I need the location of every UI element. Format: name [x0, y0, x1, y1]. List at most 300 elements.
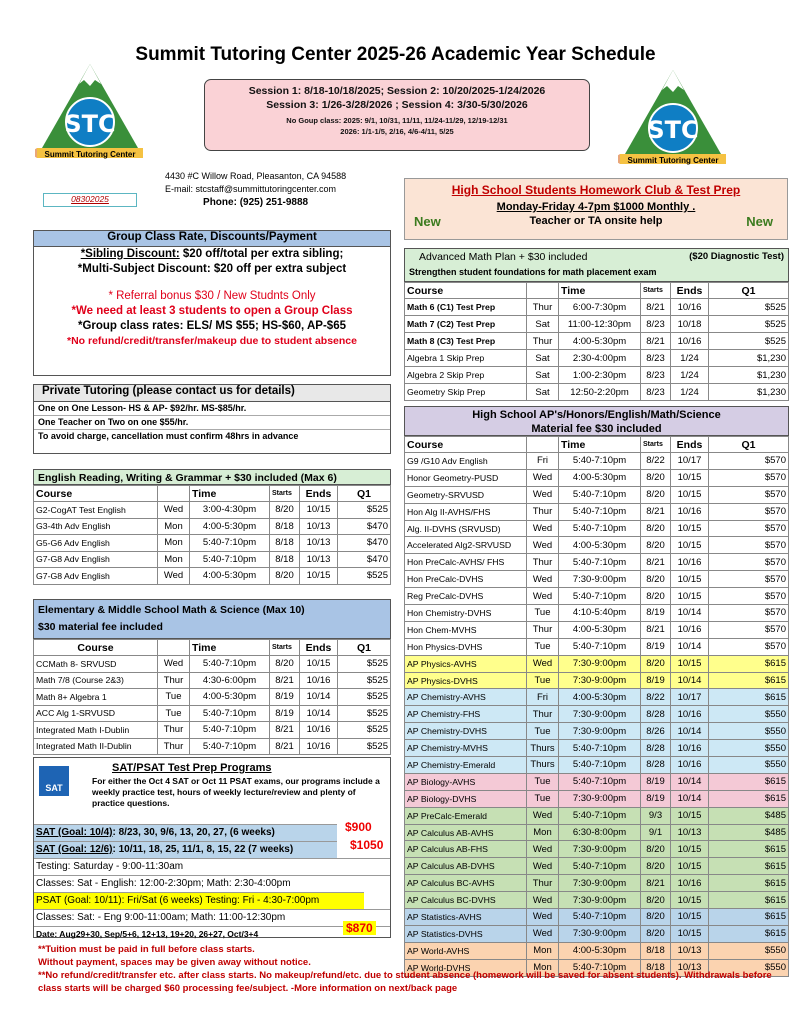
start-cell: 8/23 — [641, 350, 671, 367]
time-cell: 6:00-7:30pm — [559, 299, 641, 316]
end-cell: 10/13 — [671, 942, 709, 959]
sat-price-1: $900 — [345, 820, 372, 834]
table-row — [34, 568, 391, 585]
ems-table — [33, 639, 391, 755]
session-line-2: Session 3: 1/26-3/28/2026 ; Session 4: 3/30-5/30/2026 — [266, 99, 528, 111]
course-cell: Math 8+ Algebra 1 — [34, 689, 158, 706]
start-cell: 8/26 — [641, 723, 671, 740]
end-cell: 10/17 — [671, 453, 709, 470]
end-cell: 10/13 — [671, 959, 709, 976]
time-cell: 7:30-9:00pm — [559, 925, 641, 942]
price-cell: $615 — [709, 925, 789, 942]
table-row — [34, 502, 391, 519]
start-cell: 8/22 — [641, 453, 671, 470]
day-cell: Thur — [527, 706, 559, 723]
price-cell: $615 — [709, 672, 789, 689]
high-school-section — [404, 406, 789, 977]
price-cell: $615 — [709, 858, 789, 875]
start-cell: 8/23 — [641, 367, 671, 384]
col-q1: Q1 — [709, 283, 789, 299]
table-row — [405, 790, 789, 807]
table-row — [34, 672, 391, 689]
start-cell: 8/19 — [641, 672, 671, 689]
version-code: 08302025 — [43, 193, 137, 207]
sat-classes: Classes: Sat - English: 12:00-2:30pm; Math: 2:30-4:00pm — [34, 875, 390, 892]
price-cell: $615 — [709, 841, 789, 858]
psat-price: $870 — [343, 921, 376, 935]
table-row — [34, 722, 391, 739]
start-cell: 8/21 — [641, 875, 671, 892]
course-cell: G9 /G10 Adv English — [405, 453, 527, 470]
start-cell: 8/20 — [641, 486, 671, 503]
course-cell: ACC Alg 1-SRVUSD — [34, 705, 158, 722]
start-cell: 8/18 — [641, 942, 671, 959]
start-cell: 8/21 — [270, 738, 300, 755]
end-cell: 10/15 — [671, 520, 709, 537]
english-section — [33, 469, 391, 585]
price-cell: $525 — [338, 705, 391, 722]
course-cell: Algebra 1 Skip Prep — [405, 350, 527, 367]
course-cell: Math 6 (C1) Test Prep — [405, 299, 527, 316]
course-cell: Hon Alg II-AVHS/FHS — [405, 503, 527, 520]
price-cell: $525 — [709, 316, 789, 333]
time-cell: 5:40-7:10pm — [559, 503, 641, 520]
day-cell: Wed — [527, 486, 559, 503]
homework-club-box — [404, 178, 788, 240]
start-cell: 8/21 — [270, 672, 300, 689]
day-cell: Mon — [158, 551, 190, 568]
course-cell: Algebra 2 Skip Prep — [405, 367, 527, 384]
day-cell: Thur — [527, 333, 559, 350]
end-cell: 10/15 — [671, 909, 709, 926]
end-cell: 10/14 — [671, 672, 709, 689]
day-cell: Sat — [527, 367, 559, 384]
table-row — [405, 554, 789, 571]
time-cell: 4:00-5:30pm — [559, 537, 641, 554]
col-course: Course — [34, 486, 158, 502]
start-cell: 8/21 — [641, 503, 671, 520]
sat-psat-box — [33, 757, 391, 938]
time-cell: 3:00-4:30pm — [190, 502, 270, 519]
price-cell: $550 — [709, 757, 789, 774]
price-cell: $615 — [709, 773, 789, 790]
time-cell: 1:00-2:30pm — [559, 367, 641, 384]
price-cell: $550 — [709, 942, 789, 959]
table-row — [405, 350, 789, 367]
elem-middle-section — [33, 599, 391, 755]
table-row — [405, 706, 789, 723]
group-rates: *Group class rates: ELS/ MS $55; HS-$60, AP-$65 — [77, 320, 346, 332]
day-cell: Tue — [158, 689, 190, 706]
time-cell: 4:10-5:40pm — [559, 605, 641, 622]
day-cell: Wed — [527, 925, 559, 942]
end-cell: 10/16 — [671, 621, 709, 638]
day-cell: Wed — [527, 807, 559, 824]
day-cell: Thur — [527, 503, 559, 520]
course-cell: AP Physics-AVHS — [405, 655, 527, 672]
table-row — [405, 824, 789, 841]
day-cell: Thur — [158, 738, 190, 755]
course-cell: G3-4th Adv English — [34, 518, 158, 535]
price-cell: $570 — [709, 486, 789, 503]
price-cell: $570 — [709, 469, 789, 486]
time-cell: 5:40-7:10pm — [190, 535, 270, 552]
col-time: Time — [559, 437, 641, 453]
col-course: Course — [34, 640, 158, 656]
day-cell: Mon — [158, 535, 190, 552]
time-cell: 2:30-4:00pm — [559, 350, 641, 367]
start-cell: 8/23 — [641, 384, 671, 401]
multi-subject: *Multi-Subject Discount: $20 off per extra subject — [77, 263, 347, 275]
table-row — [405, 605, 789, 622]
table-row — [405, 384, 789, 401]
course-cell: G7-G8 Adv English — [34, 568, 158, 585]
logo-caption: Summit Tutoring Center — [627, 156, 719, 165]
price-cell: $525 — [338, 502, 391, 519]
start-cell: 8/20 — [641, 925, 671, 942]
new-badge-left: New — [414, 214, 441, 229]
sat-price-2: $1050 — [350, 838, 384, 852]
time-cell: 5:40-7:10pm — [559, 773, 641, 790]
sat-goal-1: SAT (Goal: 10/4) — [36, 827, 113, 838]
course-cell: G5-G6 Adv English — [34, 535, 158, 552]
sat-dates-1: : 8/23, 30, 9/6, 13, 20, 27, (6 weeks) — [112, 827, 275, 838]
private-line-3: To avoid charge, cancellation must confirm 48hrs in advance — [38, 431, 299, 441]
start-cell: 8/23 — [641, 316, 671, 333]
price-cell: $570 — [709, 503, 789, 520]
end-cell: 10/15 — [671, 892, 709, 909]
hs-table — [404, 436, 789, 977]
time-cell: 4:00-5:30pm — [559, 333, 641, 350]
course-cell: Geometry-SRVUSD — [405, 486, 527, 503]
start-cell: 8/20 — [641, 537, 671, 554]
ems-header-1: Elementary & Middle School Math & Science (Max 10) — [38, 604, 305, 616]
time-cell: 4:30-6:00pm — [190, 672, 270, 689]
contact-info — [165, 170, 346, 209]
end-cell: 10/14 — [671, 605, 709, 622]
private-line-2: One Teacher on Two on one $55/hr. — [34, 416, 390, 430]
homework-title: High School Students Homework Club & Test Prep — [451, 183, 741, 197]
day-cell: Thurs — [527, 740, 559, 757]
sat-icon-label: SAT — [45, 783, 63, 793]
table-row — [405, 723, 789, 740]
end-cell: 10/16 — [671, 299, 709, 316]
end-cell: 1/24 — [671, 367, 709, 384]
logo-caption: Summit Tutoring Center — [44, 150, 136, 159]
start-cell: 8/22 — [641, 689, 671, 706]
start-cell: 8/20 — [641, 892, 671, 909]
time-cell: 4:00-5:30pm — [190, 689, 270, 706]
day-cell: Tue — [527, 672, 559, 689]
private-line-1: One on One Lesson- HS & AP- $92/hr. MS-$85/hr. — [34, 402, 390, 416]
start-cell: 8/19 — [270, 689, 300, 706]
private-header: Private Tutoring (please contact us for details) — [34, 385, 390, 402]
address: 4430 #C Willow Road, Pleasanton, CA 94588 — [165, 171, 347, 181]
course-cell: AP Biology-DVHS — [405, 790, 527, 807]
start-cell: 8/28 — [641, 740, 671, 757]
no-refund: *No refund/credit/transfer/makeup due to student absence — [67, 335, 357, 347]
end-cell: 10/16 — [671, 875, 709, 892]
min-students: *We need at least 3 students to open a Group Class — [71, 305, 353, 317]
day-cell: Wed — [527, 858, 559, 875]
table-row — [405, 858, 789, 875]
sat-title: SAT/PSAT Test Prep Programs — [112, 762, 272, 774]
day-cell: Wed — [527, 571, 559, 588]
course-cell: AP Calculus AB-FHS — [405, 841, 527, 858]
day-cell: Thur — [527, 554, 559, 571]
table-row — [405, 469, 789, 486]
group-header: Group Class Rate, Discounts/Payment — [34, 231, 390, 247]
day-cell: Tue — [527, 790, 559, 807]
course-cell: Reg PreCalc-DVHS — [405, 588, 527, 605]
time-cell: 5:40-7:10pm — [559, 453, 641, 470]
end-cell: 10/15 — [300, 502, 338, 519]
day-cell: Tue — [527, 605, 559, 622]
time-cell: 5:40-7:10pm — [559, 740, 641, 757]
price-cell: $550 — [709, 723, 789, 740]
end-cell: 10/16 — [671, 333, 709, 350]
amp-diagnostic: ($20 Diagnostic Test) — [689, 251, 784, 262]
homework-help: Teacher or TA onsite help — [529, 215, 663, 227]
day-cell: Wed — [527, 469, 559, 486]
sat-testing: Testing: Saturday - 9:00-11:30am — [34, 858, 390, 875]
course-cell: AP Calculus BC-DVHS — [405, 892, 527, 909]
table-row — [34, 535, 391, 552]
price-cell: $525 — [709, 299, 789, 316]
footer-line-3: **No refund/credit/transfer etc. after class starts. No makeup/refund/etc. due to student absence (homework will be saved for absent students). Withdrawals before class starts will be charged $60 processing fee/subject. -More information on next/back page — [38, 970, 772, 994]
day-cell: Sat — [527, 384, 559, 401]
day-cell: Wed — [527, 841, 559, 858]
start-cell: 8/20 — [641, 588, 671, 605]
day-cell: Thur — [527, 621, 559, 638]
start-cell: 8/18 — [270, 535, 300, 552]
price-cell: $525 — [338, 672, 391, 689]
new-badge-right: New — [746, 214, 773, 229]
price-cell: $615 — [709, 790, 789, 807]
price-cell: $570 — [709, 571, 789, 588]
time-cell: 7:30-9:00pm — [559, 790, 641, 807]
table-row — [405, 621, 789, 638]
day-cell: Wed — [527, 909, 559, 926]
course-cell: Integrated Math I-Dublin — [34, 722, 158, 739]
day-cell: Wed — [158, 502, 190, 519]
start-cell: 9/1 — [641, 824, 671, 841]
price-cell: $1,230 — [709, 350, 789, 367]
table-row — [405, 672, 789, 689]
price-cell: $485 — [709, 807, 789, 824]
col-time: Time — [190, 640, 270, 656]
amp-table — [404, 282, 789, 401]
course-cell: AP World-DVHS — [405, 959, 527, 976]
time-cell: 5:40-7:10pm — [190, 722, 270, 739]
col-course: Course — [405, 283, 527, 299]
table-row — [405, 841, 789, 858]
day-cell: Thurs — [527, 757, 559, 774]
logo-text: STC — [64, 110, 116, 138]
time-cell: 7:30-9:00pm — [559, 571, 641, 588]
table-row — [405, 655, 789, 672]
day-cell: Mon — [527, 959, 559, 976]
group-class-rate-box — [33, 230, 391, 376]
table-row — [34, 705, 391, 722]
course-cell: Math 7/8 (Course 2&3) — [34, 672, 158, 689]
table-row — [405, 689, 789, 706]
day-cell: Sat — [527, 316, 559, 333]
price-cell: $485 — [709, 824, 789, 841]
end-cell: 10/15 — [300, 656, 338, 673]
english-table — [33, 485, 391, 585]
time-cell: 7:30-9:00pm — [559, 672, 641, 689]
price-cell: $470 — [338, 551, 391, 568]
table-row — [405, 571, 789, 588]
col-starts: Starts — [270, 640, 300, 656]
day-cell: Mon — [158, 518, 190, 535]
table-row — [405, 773, 789, 790]
private-tutoring-box — [33, 384, 391, 454]
end-cell: 10/15 — [300, 568, 338, 585]
sibling-text: $20 off/total per extra sibling; — [179, 248, 344, 260]
end-cell: 10/14 — [671, 638, 709, 655]
end-cell: 10/14 — [300, 689, 338, 706]
course-cell: Alg. II-DVHS (SRVUSD) — [405, 520, 527, 537]
time-cell: 4:00-5:30pm — [559, 621, 641, 638]
time-cell: 5:40-7:10pm — [559, 588, 641, 605]
day-cell: Wed — [158, 568, 190, 585]
end-cell: 10/15 — [671, 537, 709, 554]
table-row — [405, 453, 789, 470]
footer-line-1: **Tuition must be paid in full before class starts. — [38, 944, 255, 955]
table-row — [34, 551, 391, 568]
end-cell: 10/15 — [671, 858, 709, 875]
time-cell: 5:40-7:10pm — [190, 738, 270, 755]
psat-classes: Classes: Sat: - Eng 9:00-11:00am; Math: 11:00-12:30pm — [34, 909, 390, 926]
col-ends: Ends — [671, 437, 709, 453]
end-cell: 10/15 — [671, 841, 709, 858]
end-cell: 10/16 — [300, 672, 338, 689]
course-cell: AP World-AVHS — [405, 942, 527, 959]
end-cell: 10/13 — [671, 824, 709, 841]
end-cell: 10/18 — [671, 316, 709, 333]
start-cell: 8/20 — [270, 502, 300, 519]
time-cell: 4:00-5:30pm — [190, 568, 270, 585]
course-cell: Hon Chemistry-DVHS — [405, 605, 527, 622]
day-cell: Wed — [527, 588, 559, 605]
course-cell: Accelerated Alg2-SRVUSD — [405, 537, 527, 554]
start-cell: 8/19 — [641, 790, 671, 807]
sat-icon — [39, 766, 69, 796]
start-cell: 8/21 — [270, 722, 300, 739]
day-cell: Tue — [527, 638, 559, 655]
start-cell: 8/21 — [641, 333, 671, 350]
sibling-label: *Sibling Discount: — [80, 248, 180, 260]
end-cell: 10/16 — [671, 757, 709, 774]
homework-schedule: Monday-Friday 4-7pm $1000 Monthly . — [496, 201, 696, 213]
time-cell: 7:30-9:00pm — [559, 892, 641, 909]
end-cell: 10/13 — [300, 518, 338, 535]
price-cell: $525 — [338, 656, 391, 673]
table-row — [405, 486, 789, 503]
time-cell: 5:40-7:10pm — [559, 807, 641, 824]
table-row — [405, 367, 789, 384]
price-cell: $570 — [709, 537, 789, 554]
course-cell: AP Statistics-DVHS — [405, 925, 527, 942]
time-cell: 5:40-7:10pm — [190, 705, 270, 722]
table-row — [405, 892, 789, 909]
col-starts: Starts — [641, 283, 671, 299]
col-q1: Q1 — [338, 640, 391, 656]
col-q1: Q1 — [709, 437, 789, 453]
price-cell: $470 — [338, 535, 391, 552]
col-starts: Starts — [270, 486, 300, 502]
price-cell: $525 — [338, 738, 391, 755]
course-cell: AP Statistics-AVHS — [405, 909, 527, 926]
time-cell: 5:40-7:10pm — [190, 551, 270, 568]
sat-description: For either the Oct 4 SAT or Oct 11 PSAT exams, our programs include a weekly practice test, hours of weekly lecture/review and plenty of practice questions. — [92, 776, 380, 808]
start-cell: 8/19 — [641, 638, 671, 655]
price-cell: $615 — [709, 909, 789, 926]
price-cell: $570 — [709, 520, 789, 537]
end-cell: 10/14 — [671, 790, 709, 807]
time-cell: 5:40-7:10pm — [559, 520, 641, 537]
col-starts: Starts — [641, 437, 671, 453]
footer-notes — [38, 943, 788, 995]
price-cell: $570 — [709, 453, 789, 470]
table-row — [405, 807, 789, 824]
course-cell: G2-CogAT Test English — [34, 502, 158, 519]
table-row — [405, 503, 789, 520]
start-cell: 8/20 — [641, 571, 671, 588]
day-cell: Sat — [527, 350, 559, 367]
end-cell: 10/15 — [671, 588, 709, 605]
col-time: Time — [190, 486, 270, 502]
time-cell: 5:40-7:10pm — [559, 554, 641, 571]
course-cell: G7-G8 Adv English — [34, 551, 158, 568]
end-cell: 10/15 — [671, 655, 709, 672]
table-row — [405, 520, 789, 537]
day-cell: Tue — [158, 705, 190, 722]
end-cell: 10/13 — [300, 535, 338, 552]
page-title: Summit Tutoring Center 2025-26 Academic Year Schedule — [135, 44, 656, 65]
sat-goal-2: SAT (Goal: 12/6) — [36, 844, 113, 855]
advanced-math-section — [404, 248, 789, 401]
end-cell: 10/15 — [671, 469, 709, 486]
ems-header-2: $30 material fee included — [38, 621, 163, 633]
end-cell: 1/24 — [671, 350, 709, 367]
end-cell: 10/15 — [671, 571, 709, 588]
course-cell: Hon Physics-DVHS — [405, 638, 527, 655]
price-cell: $615 — [709, 875, 789, 892]
course-cell: AP Calculus BC-AVHS — [405, 875, 527, 892]
start-cell: 8/18 — [270, 518, 300, 535]
price-cell: $570 — [709, 638, 789, 655]
price-cell: $550 — [709, 959, 789, 976]
start-cell: 8/28 — [641, 706, 671, 723]
end-cell: 10/16 — [671, 740, 709, 757]
course-cell: Math 8 (C3) Test Prep — [405, 333, 527, 350]
start-cell: 8/18 — [641, 959, 671, 976]
english-header: English Reading, Writing & Grammar + $30 included (Max 6) — [33, 469, 391, 485]
time-cell: 11:00-12:30pm — [559, 316, 641, 333]
end-cell: 10/15 — [671, 925, 709, 942]
table-row — [405, 925, 789, 942]
amp-title: Advanced Math Plan + $30 included — [419, 251, 588, 263]
email[interactable]: E-mail: stcstaff@summittutoringcenter.com — [165, 184, 337, 194]
table-row — [405, 316, 789, 333]
start-cell: 9/3 — [641, 807, 671, 824]
course-cell: Integrated Math II-Dublin — [34, 738, 158, 755]
price-cell: $615 — [709, 689, 789, 706]
price-cell: $570 — [709, 554, 789, 571]
